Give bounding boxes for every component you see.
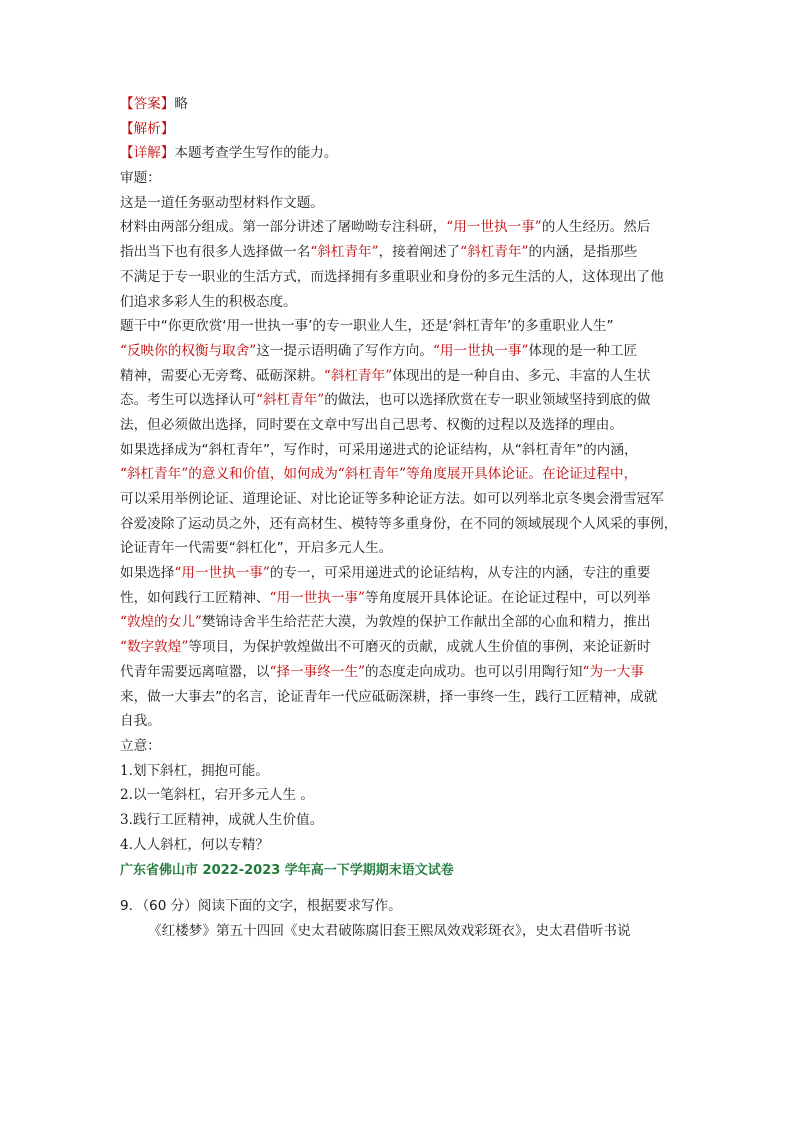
idea-number: 1.: [120, 762, 133, 779]
paragraph-line: [120, 388, 680, 413]
paragraph-line: 如果选择成为“斜杠青年”，写作时，可采用递进式的论证结构，从“斜杠青年”的内涵，: [120, 441, 638, 458]
text-span: 体现的是一种工匠: [528, 342, 638, 359]
highlight-span: “敦煌的女儿”: [120, 614, 202, 631]
text-span: 樊锦诗舍半生给茫茫大漠，为敦煌的保护工作献出全部的心血和精力，推出: [201, 614, 651, 631]
section-title: 广东省佛山市 2022-2023 学年高一下学期期末语文试卷: [120, 863, 454, 879]
paragraph-line: [120, 586, 680, 611]
paragraph-line: 来，做一大事去”的名言，论证青年一代应砥砺深耕，择一事终一生，践行工匠精神，成就: [120, 688, 658, 705]
paragraph-line: [120, 660, 680, 685]
paragraph-line: [120, 240, 680, 265]
shenti-heading: 审题：: [120, 170, 161, 187]
paragraph-line: 可以采用举例论证、道理论证、对比论证等多种论证方法。如可以列举北京冬奥会滑雪冠军: [120, 491, 664, 507]
highlight-span: “用一世执一事”: [174, 565, 270, 582]
passage-line: 《红楼梦》第五十四回《史太君破陈腐旧套王熙凤效戏彩斑衣》，史太君借听书说: [148, 922, 631, 939]
paragraph-line: [120, 462, 680, 487]
text-span: 等角度展开具体论证。在论证过程中，可以列举: [365, 589, 651, 606]
highlight-span: “为一大事: [582, 663, 644, 680]
idea-item: [120, 783, 680, 808]
paragraph-line: 法，但必须做出选择，同时要在文章中写出自己思考、权衡的过程以及选择的理由。: [120, 416, 623, 433]
idea-item: [120, 759, 680, 784]
paragraph-line: 不满足于专一职业的生活方式，而选择拥有多重职业和身份的多元生活的人，这体现出了他: [120, 268, 664, 285]
idea-number: 3.: [120, 811, 133, 828]
text-span: 等项目，为保护敦煌做出不可磨灭的贡献，成就人生价值的事例，来论证新时: [188, 639, 651, 656]
question-line: [120, 894, 680, 919]
highlight-span: “反映你的权衡与取舍”: [120, 342, 257, 359]
text-span: 精神，需要心无旁骛、砥砺深耕。: [120, 367, 324, 384]
highlight-span: “择一事终一生”: [269, 663, 365, 680]
idea-number: 4.: [120, 836, 133, 853]
text-span: 材料由两部分组成。第一部分讲述了屠呦呦专注科研，: [120, 219, 447, 236]
text-span: 如果选择: [120, 565, 175, 582]
paragraph-line: 自我。: [120, 713, 161, 730]
text-span: 性，如何践行工匠精神、: [120, 589, 270, 606]
answer-label: 【答案】: [120, 96, 175, 112]
highlight-span: “斜杠青年”: [460, 244, 529, 261]
document-page: [120, 92, 680, 943]
paragraph-line: [120, 339, 680, 364]
analysis-line: [120, 117, 680, 142]
idea-text: 人人斜杠，何以专精？: [132, 836, 269, 853]
text-span: ，接着阐述了: [378, 244, 461, 261]
question-score: （60 分）: [142, 898, 198, 914]
detail-line: [120, 141, 680, 166]
liyi-heading: 立意：: [120, 737, 161, 754]
question-text: 阅读下面的文字，根据要求写作。: [197, 898, 402, 914]
text-span: 的专一，可采用递进式的论证结构，从专注的内涵，专注的重要: [269, 565, 651, 582]
text-span: 的态度走向成功。也可以引用陶行知: [365, 663, 583, 680]
answer-text: 略: [174, 96, 188, 112]
detail-label: 【详解】: [120, 145, 175, 162]
paragraph-line: 题干中“你更欣赏‘用一世执一事’的专一职业人生，还是‘斜杠青年’的多重职业人生”: [120, 318, 614, 335]
paragraph-line: 们追求多彩人生的积极态度。: [120, 293, 297, 310]
analysis-label: 【解析】: [120, 120, 175, 137]
highlight-span: “用一世执一事”: [446, 219, 542, 236]
text-span: 的内涵，是指那些: [528, 244, 638, 261]
paragraph-line: [120, 561, 680, 586]
text-span: 指出当下也有很多人选择做一名: [120, 244, 311, 261]
highlight-span: 在论证过程中，: [542, 466, 638, 483]
paragraph-line: 这是一道任务驱动型材料作文题。: [120, 194, 324, 211]
idea-text: 以一笔斜杠，宕开多元人生 。: [132, 787, 315, 804]
highlight-span: “斜杠青年”: [255, 392, 325, 409]
highlight-span: “用一世执一事”: [269, 589, 365, 606]
question-number: 9．: [120, 898, 143, 914]
text-span: 体现出的是一种自由、多元、丰富的人生状: [392, 367, 651, 384]
paragraph-line: 谷爱凌除了运动员之外，还有高材生、模特等多重身份，在不同的领域展现个人风采的事例，: [120, 515, 678, 532]
text-span: 的人生经历。然后: [541, 219, 651, 236]
text-span: 这一提示语明确了写作方向。: [256, 342, 433, 359]
paragraph-line: [120, 635, 680, 660]
text-span: 的做法，也可以选择欣赏在专一职业领域坚持到底的做: [324, 392, 651, 409]
paragraph-line: [120, 364, 680, 389]
paragraph-line: 论证青年一代需要“斜杠化”，开启多元人生。: [120, 540, 393, 557]
text-span: 代青年需要远离喧嚣，以: [120, 663, 270, 680]
highlight-span: “斜杠青年”的意义和价值，如何成为“斜杠青年”等角度展开具体论证。: [120, 466, 543, 483]
idea-number: 2.: [120, 787, 133, 804]
highlight-span: “斜杠青年”: [310, 244, 379, 261]
answer-line: [120, 92, 680, 117]
paragraph-line: [120, 215, 680, 240]
highlight-span: “用一世执一事”: [432, 342, 529, 359]
text-span: 态。考生可以选择认可: [120, 392, 256, 409]
highlight-span: “斜杠青年”: [323, 367, 393, 384]
paragraph-line: [120, 610, 680, 635]
idea-text: 划下斜杠，拥抱可能。: [132, 762, 269, 779]
idea-item: [120, 833, 680, 858]
idea-text: 践行工匠精神，成就人生价值。: [132, 811, 324, 828]
highlight-span: “数字敦煌”: [120, 639, 189, 656]
detail-text: 本题考查学生写作的能力。: [174, 145, 338, 162]
idea-item: [120, 808, 680, 833]
